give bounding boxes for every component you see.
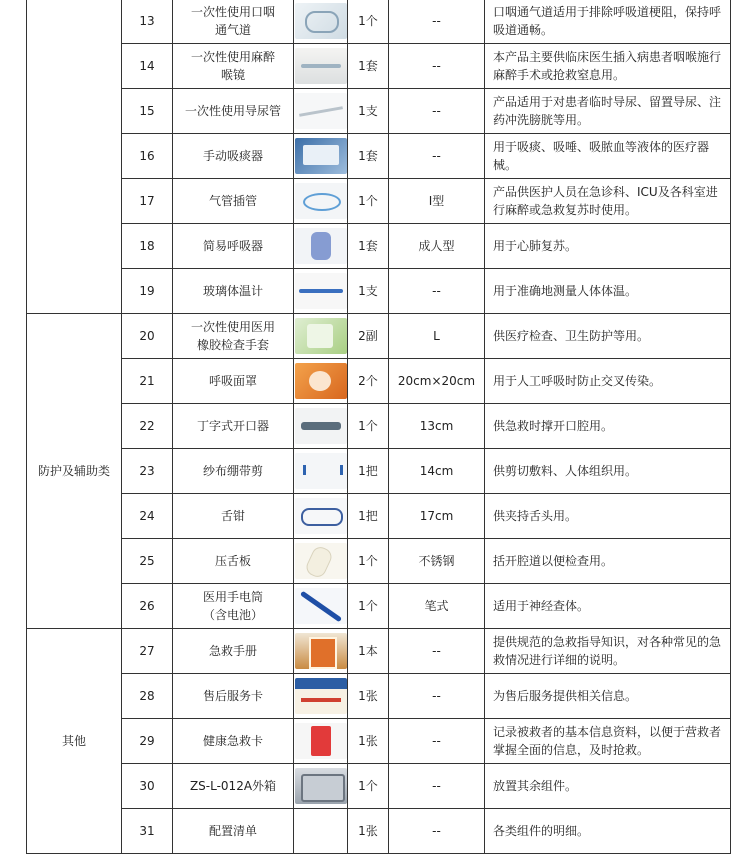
item-quantity: 1个 [348, 764, 389, 809]
item-name: 健康急救卡 [173, 719, 294, 764]
item-name: 医用手电筒 （含电池） [173, 584, 294, 629]
mouth-gag-icon [295, 408, 347, 444]
suction-device-icon [295, 138, 347, 174]
item-spec: -- [389, 134, 485, 179]
row-number: 13 [122, 0, 173, 44]
item-image [294, 269, 348, 314]
penlight-icon [295, 588, 347, 624]
table-row [27, 404, 731, 449]
item-quantity: 1套 [348, 44, 389, 89]
table-row [27, 539, 731, 584]
item-description: 本产品主要供临床医生插入病患者咽喉施行麻醉手术或抢救窒息用。 [485, 44, 731, 89]
item-description: 口咽通气道适用于排除呼吸道梗阻，保持呼吸道通畅。 [485, 0, 731, 44]
item-spec: Ⅰ型 [389, 179, 485, 224]
laryngoscope-icon [295, 48, 347, 84]
item-description: 用于吸痰、吸唾、吸脓血等液体的医疗器械。 [485, 134, 731, 179]
item-name: ZS-L-012A外箱 [173, 764, 294, 809]
row-number: 27 [122, 629, 173, 674]
item-quantity: 2副 [348, 314, 389, 359]
gloves-icon [295, 318, 347, 354]
item-spec: L [389, 314, 485, 359]
item-description: 用于准确地测量人体体温。 [485, 269, 731, 314]
item-spec: -- [389, 719, 485, 764]
tongue-depressor-icon [295, 543, 347, 579]
item-description: 供急救时撑开口腔用。 [485, 404, 731, 449]
item-quantity: 1个 [348, 179, 389, 224]
tongue-forceps-icon [295, 498, 347, 534]
item-spec: 13cm [389, 404, 485, 449]
row-number: 28 [122, 674, 173, 719]
table-row [27, 494, 731, 539]
item-spec: 成人型 [389, 224, 485, 269]
item-spec: -- [389, 674, 485, 719]
item-quantity: 1把 [348, 494, 389, 539]
category-cell [27, 0, 122, 314]
item-image [294, 674, 348, 719]
row-number: 29 [122, 719, 173, 764]
item-image [294, 404, 348, 449]
item-name: 售后服务卡 [173, 674, 294, 719]
item-quantity: 1张 [348, 674, 389, 719]
item-image [294, 224, 348, 269]
item-spec: 20cm×20cm [389, 359, 485, 404]
item-description: 适用于神经查体。 [485, 584, 731, 629]
item-description: 放置其余组件。 [485, 764, 731, 809]
item-description: 产品适用于对患者临时导尿、留置导尿、注药冲洗膀胱等用。 [485, 89, 731, 134]
row-number: 17 [122, 179, 173, 224]
service-card-icon [295, 678, 347, 714]
row-number: 16 [122, 134, 173, 179]
thermometer-icon [295, 273, 347, 309]
item-name: 气管插管 [173, 179, 294, 224]
table-row [27, 764, 731, 809]
row-number: 26 [122, 584, 173, 629]
oropharyngeal-airway-icon [295, 3, 347, 39]
category-cell: 防护及辅助类 [27, 314, 122, 629]
row-number: 30 [122, 764, 173, 809]
item-description: 括开腔道以便检查用。 [485, 539, 731, 584]
bandage-scissors-icon [295, 453, 347, 489]
item-name: 玻璃体温计 [173, 269, 294, 314]
item-image [294, 719, 348, 764]
table-row [27, 629, 731, 674]
item-spec: -- [389, 269, 485, 314]
item-quantity: 1把 [348, 449, 389, 494]
table-row [27, 674, 731, 719]
item-spec: 笔式 [389, 584, 485, 629]
item-description: 供剪切敷料、人体组织用。 [485, 449, 731, 494]
item-image [294, 584, 348, 629]
table-row [27, 179, 731, 224]
item-spec: 14cm [389, 449, 485, 494]
item-description: 产品供医护人员在急诊科、ICU及各科室进行麻醉或急救复苏时使用。 [485, 179, 731, 224]
breathing-mask-icon [295, 363, 347, 399]
table-row [27, 224, 731, 269]
tracheal-tube-icon [295, 183, 347, 219]
item-quantity: 1支 [348, 269, 389, 314]
item-quantity: 1本 [348, 629, 389, 674]
item-image [294, 0, 348, 44]
item-description: 各类组件的明细。 [485, 809, 731, 854]
item-spec: -- [389, 764, 485, 809]
manual-icon [295, 633, 347, 669]
item-image [294, 809, 348, 854]
row-number: 22 [122, 404, 173, 449]
item-description: 供医疗检查、卫生防护等用。 [485, 314, 731, 359]
item-image [294, 89, 348, 134]
row-number: 21 [122, 359, 173, 404]
item-image [294, 629, 348, 674]
item-name: 丁字式开口器 [173, 404, 294, 449]
item-name: 舌钳 [173, 494, 294, 539]
item-name: 呼吸面罩 [173, 359, 294, 404]
table-row [27, 359, 731, 404]
row-number: 25 [122, 539, 173, 584]
item-quantity: 1套 [348, 134, 389, 179]
item-name: 手动吸痰器 [173, 134, 294, 179]
item-quantity: 1张 [348, 719, 389, 764]
catheter-icon [295, 93, 347, 129]
table-row [27, 0, 731, 44]
row-number: 23 [122, 449, 173, 494]
item-quantity: 1支 [348, 89, 389, 134]
item-name: 压舌板 [173, 539, 294, 584]
row-number: 31 [122, 809, 173, 854]
item-image [294, 449, 348, 494]
first-aid-card-icon [295, 723, 347, 759]
item-name: 一次性使用医用 橡胶检查手套 [173, 314, 294, 359]
table-row [27, 449, 731, 494]
item-name: 一次性使用导尿管 [173, 89, 294, 134]
item-spec: -- [389, 89, 485, 134]
item-spec: -- [389, 629, 485, 674]
item-description: 供夹持舌头用。 [485, 494, 731, 539]
item-description: 用于人工呼吸时防止交叉传染。 [485, 359, 731, 404]
item-image [294, 134, 348, 179]
item-image [294, 359, 348, 404]
item-name: 配置清单 [173, 809, 294, 854]
item-name: 急救手册 [173, 629, 294, 674]
item-image [294, 764, 348, 809]
table-row [27, 44, 731, 89]
item-quantity: 1张 [348, 809, 389, 854]
item-name: 一次性使用口咽 通气道 [173, 0, 294, 44]
item-image [294, 314, 348, 359]
item-spec: -- [389, 809, 485, 854]
item-name: 一次性使用麻醉 喉镜 [173, 44, 294, 89]
table-row [27, 719, 731, 764]
item-quantity: 1个 [348, 404, 389, 449]
table-row [27, 89, 731, 134]
row-number: 19 [122, 269, 173, 314]
table-row [27, 584, 731, 629]
item-spec: -- [389, 44, 485, 89]
item-quantity: 1套 [348, 224, 389, 269]
table-row [27, 809, 731, 854]
item-image [294, 494, 348, 539]
row-number: 24 [122, 494, 173, 539]
item-description: 用于心肺复苏。 [485, 224, 731, 269]
category-cell: 其他 [27, 629, 122, 854]
item-spec: 17cm [389, 494, 485, 539]
table-row [27, 134, 731, 179]
row-number: 18 [122, 224, 173, 269]
item-quantity: 1个 [348, 0, 389, 44]
item-name: 纱布绷带剪 [173, 449, 294, 494]
table-row [27, 269, 731, 314]
item-description: 为售后服务提供相关信息。 [485, 674, 731, 719]
item-name: 简易呼吸器 [173, 224, 294, 269]
outer-case-icon [295, 768, 347, 804]
row-number: 14 [122, 44, 173, 89]
item-quantity: 1个 [348, 584, 389, 629]
item-spec: -- [389, 0, 485, 44]
item-spec: 不锈钢 [389, 539, 485, 584]
item-image [294, 539, 348, 584]
item-image [294, 44, 348, 89]
row-number: 15 [122, 89, 173, 134]
row-number: 20 [122, 314, 173, 359]
item-description: 提供规范的急救指导知识，对各种常见的急救情况进行详细的说明。 [485, 629, 731, 674]
table-row [27, 314, 731, 359]
component-table [26, 0, 731, 854]
item-description: 记录被救者的基本信息资料，以便于营救者掌握全面的信息，及时抢救。 [485, 719, 731, 764]
resuscitator-icon [295, 228, 347, 264]
item-quantity: 2个 [348, 359, 389, 404]
item-quantity: 1个 [348, 539, 389, 584]
item-image [294, 179, 348, 224]
